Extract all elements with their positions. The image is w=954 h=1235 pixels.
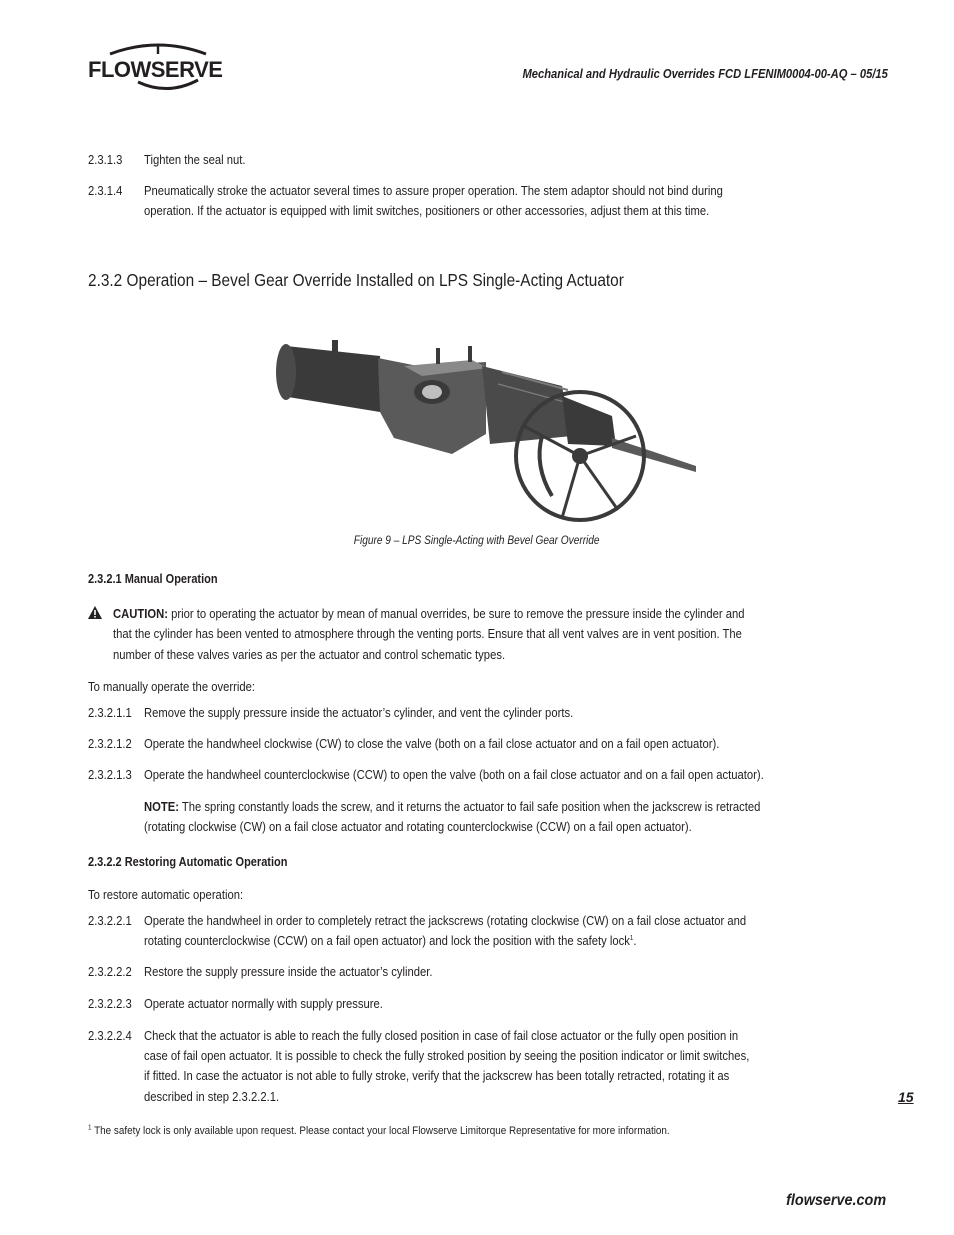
step-number: 2.3.2.2.4 (88, 1029, 132, 1043)
footer-website-link[interactable]: flowserve.com (785, 1192, 886, 1209)
step-text: Pneumatically stroke the actuator several times to assure proper operation. The stem adaptor should not bind during (144, 184, 723, 198)
subsection-heading: 2.3.2.1 Manual Operation (88, 572, 218, 586)
step-number: 2.3.2.2.3 (88, 997, 132, 1011)
step-number: 2.3.2.1.2 (88, 737, 132, 751)
section-heading: 2.3.2 Operation – Bevel Gear Override Installed on LPS Single-Acting Actuator (88, 270, 624, 290)
step-text: Operate the handwheel counterclockwise (CCW) to open the valve (both on a fail close actuator and on a fail open actuator). (144, 768, 764, 782)
restore-intro: To restore automatic operation: (88, 888, 244, 902)
step-text: Tighten the seal nut. (144, 153, 246, 167)
footnote-mark: 1 (88, 1124, 92, 1132)
step-text: if fitted. In case the actuator is not able to fully stroke, verify that the jackscrew has been totally retracted, rotating it as (144, 1069, 730, 1083)
caution-label: CAUTION: (113, 607, 168, 621)
footnote (88, 1123, 670, 1139)
actuator-figure (272, 326, 704, 522)
step-number: 2.3.2.2.2 (88, 965, 132, 979)
figure-caption: Figure 9 – LPS Single-Acting with Bevel Gear Override (354, 535, 600, 547)
step-text: Operate actuator normally with supply pressure. (144, 997, 383, 1011)
step-number: 2.3.2.1.1 (88, 706, 132, 720)
flowserve-logo (88, 40, 228, 96)
step-text: Check that the actuator is able to reach the fully closed position in case of fail close actuator or the fully open position in (144, 1029, 739, 1043)
caution-text (113, 604, 745, 624)
footnote-text: The safety lock is only available upon request. Please contact your local Flowserve Limitorque Representative for more information. (91, 1125, 670, 1137)
step-number: 2.3.1.4 (88, 184, 123, 198)
note-line: The spring constantly loads the screw, and it returns the actuator to fail safe position when the jackscrew is retracted (179, 800, 761, 814)
caution-line: number of these valves varies as per the actuator and control schematic types. (113, 648, 506, 662)
caution-line: that the cylinder has been vented to atmosphere through the venting ports. Ensure that all vent valves are in vent position. The (113, 627, 742, 641)
note-label: NOTE: (144, 800, 180, 814)
step-text: operation. If the actuator is equipped with limit switches, positioners or other accessories, adjust them at this time. (144, 204, 710, 218)
manual-intro: To manually operate the override: (88, 680, 255, 694)
actuator-illustration-icon (272, 326, 704, 522)
step-text: case of fail open actuator. It is possible to check the fully stroked position by seeing the position indicator or limit switches, (144, 1049, 750, 1063)
caution-line: prior to operating the actuator by mean of manual overrides, be sure to remove the pressure inside the cylinder and (167, 607, 745, 621)
subsection-heading: 2.3.2.2 Restoring Automatic Operation (88, 855, 288, 869)
step-number: 2.3.1.3 (88, 153, 123, 167)
note-text (144, 797, 760, 817)
step-text: described in step 2.3.2.2.1. (144, 1090, 280, 1104)
note-line: (rotating clockwise (CW) on a fail close actuator and rotating counterclockwise (CCW) on a fail open actuator). (144, 820, 692, 834)
step-text: Remove the supply pressure inside the actuator’s cylinder, and vent the cylinder ports. (144, 706, 574, 720)
step-number: 2.3.2.1.3 (88, 768, 132, 782)
footnote-ref: 1 (629, 934, 634, 942)
step-text: Restore the supply pressure inside the actuator’s cylinder. (144, 965, 433, 979)
step-text: Operate the handwheel in order to completely retract the jackscrews (rotating clockwise (CW) on a fail close actuator and (144, 914, 747, 928)
step-number: 2.3.2.2.1 (88, 914, 132, 928)
step-text: rotating counterclockwise (CCW) on a fail open actuator) and lock the position with the safety lock$^1$. (144, 934, 637, 948)
document-title: Mechanical and Hydraulic Overrides FCD LFENIM0004-00-AQ – 05/15 (522, 66, 888, 81)
warning-icon (88, 606, 102, 619)
logo-text: FLOWSERVE (88, 57, 223, 82)
step-text: Operate the handwheel clockwise (CW) to close the valve (both on a fail close actuator and on a fail open actuator). (144, 737, 720, 751)
page-number: 15 (898, 1089, 914, 1105)
